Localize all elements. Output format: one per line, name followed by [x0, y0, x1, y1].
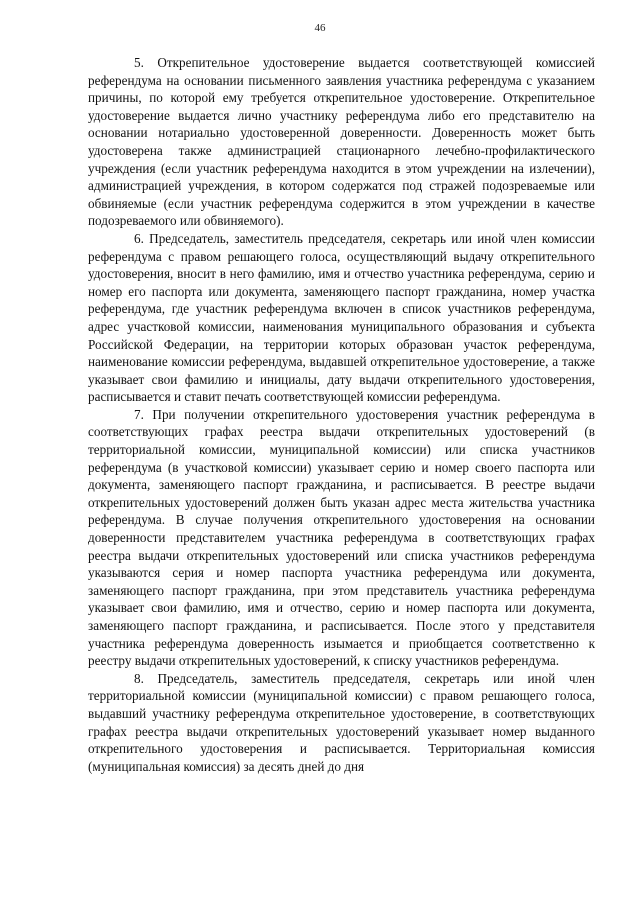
paragraph-8: 8. Председатель, заместитель председателя, секретарь или иной член территориальной комиссии (муниципальной комиссии) с правом решающего голоса, выдавший участнику референдума открепительное удостоверение, в соответствующих графах реестра выдачи открепительных удостоверений указывает номер выданного открепительного удостоверения и расписывается. Территориальная комиссия (муниципальная комиссия) за десять дней до дня — [88, 670, 595, 774]
paragraph-7: 7. При получении открепительного удостоверения участник референдума в соответствующих графах реестра выдачи открепительных удостоверений (в территориальной комиссии, муниципальной комиссии) или списка участников референдума (в участковой комиссии) указывает серию и номер своего паспорта или документа, заменяющего паспорт гражданина, и расписывается. В реестре выдачи открепительных удостоверений должен быть указан адрес места жительства участника референдума. В случае получения открепительного удостоверения на основании доверенности представителем участника референдума в соответствующих графах реестра выдачи открепительных удостоверений или списка участников референдума указываются серия и номер паспорта участника референдума или документа, заменяющего паспорт гражданина, при этом представитель участника референдума указывает свои фамилию, имя и отчество, серию и номер паспорта или документа, заменяющего паспорт гражданина, и расписывается. После этого у представителя участника референдума доверенность изымается и приобщается соответственно к реестру выдачи открепительных удостоверений, к списку участников референдума. — [88, 406, 595, 669]
paragraph-6: 6. Председатель, заместитель председателя, секретарь или иной член комиссии референдума с правом решающего голоса, осуществляющий выдачу открепительного удостоверения, вносит в него фамилию, имя и отчество участника референдума, серию и номер его паспорта или документа, заменяющего паспорт гражданина, номер участка референдума, где участник референдума включен в список участников референдума, адрес участковой комиссии, наименования муниципального образования и субъекта Российской Федерации, на территории которых образован участок референдума, наименование комиссии референдума, выдавшей открепительное удостоверение, а также указывает свои фамилию и инициалы, дату выдачи открепительного удостоверения, расписывается и ставит печать соответствующей комиссии референдума. — [88, 230, 595, 405]
page-number: 46 — [314, 22, 326, 34]
document-body — [88, 54, 595, 775]
paragraph-5: 5. Открепительное удостоверение выдается соответствующей комиссией референдума на основании письменного заявления участника референдума с указанием причины, по которой ему требуется открепительное удостоверение. Открепительное удостоверение выдается лично участнику референдума либо его представителю на основании нотариально удостоверенной доверенности. Доверенность может быть удостоверена также администрацией стационарного лечебно-профилактического учреждения (если участник референдума находится в этом учреждении на излечении), администрацией учреждения, в котором содержатся под стражей подозреваемые или обвиняемые (если участник референдума содержится в этом учреждении в качестве подозреваемого или обвиняемого). — [88, 55, 595, 229]
